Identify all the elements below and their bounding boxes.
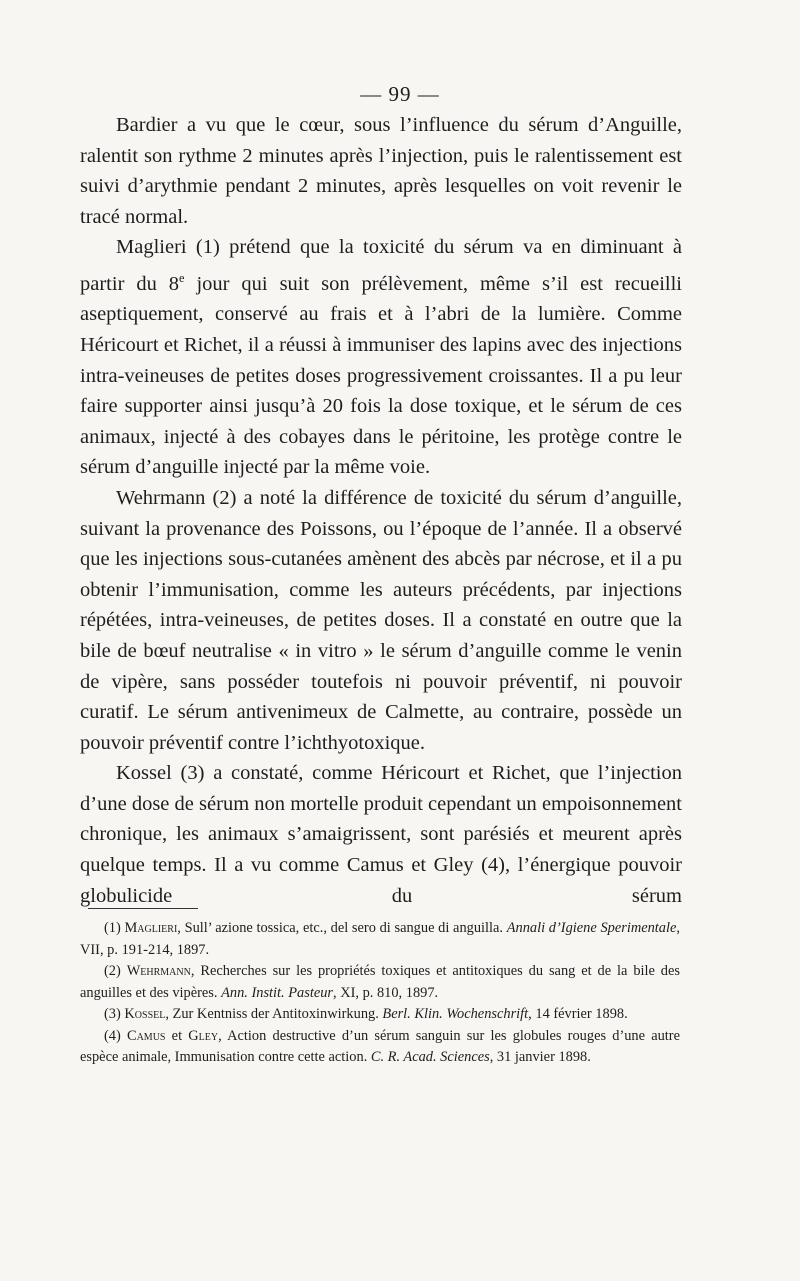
paragraph bbox=[80, 483, 682, 758]
paragraph bbox=[80, 758, 682, 911]
author-name: Camus bbox=[126, 1027, 166, 1044]
text-run: , Zur Kentniss der Antitoxinwirkung. bbox=[165, 1006, 383, 1022]
footnote bbox=[80, 918, 680, 961]
text-run: , Action destructive d’un sérum sanguin sur les globules rouges d’une autre espèce animale, Immunisation contre cette action. bbox=[80, 1027, 680, 1065]
text-run: (3) bbox=[104, 1006, 125, 1022]
text-run: (1) bbox=[104, 920, 125, 936]
body-text bbox=[80, 110, 682, 911]
text-run: , 14 février 1898. bbox=[528, 1006, 628, 1022]
journal-title: Ann. Instit. Pasteur bbox=[221, 984, 333, 1001]
text-run: , VII, p. 191-214, 1897. bbox=[80, 920, 680, 958]
text-run: , Sull’ azione tossica, etc., del sero di sangue di anguilla. bbox=[177, 920, 507, 936]
footnote bbox=[80, 961, 680, 1004]
text-run: Wehrmann (2) a noté la différence de toxicité du sérum d’anguille, suivant la provenance des Poissons, ou l’époque de l’année. Il a observé que les injections sous-cutanées amènent des abcès par nécrose, et il a pu obtenir l’immunisation, comme les auteurs précédents, par injections répétées, intra-veineuses, de petites doses. Il a constaté en outre que la bile de bœuf neutralise « in vitro » le sérum d’anguille comme le venin de vipère, sans posséder toutefois ni pouvoir préventif, ni pouvoir curatif. Le sérum antivenimeux de Calmette, au contraire, possède un pouvoir préventif contre l’ichthyotoxique. bbox=[80, 486, 682, 754]
author-name: Kossel bbox=[124, 1006, 166, 1022]
author-name: Wehrmann bbox=[126, 963, 191, 979]
paragraph bbox=[80, 110, 682, 232]
text-run: Kossel (3) a constaté, comme Héricourt et Richet, que l’injection d’une dose de sérum non mortelle produit cependant un empoisonnement chronique, les animaux s’amaigrissent, sont parésiés et meurent après quelque temps. Il a vu comme Camus et Gley (4), l’énergique pouvoir globulicide du sérum bbox=[80, 762, 682, 907]
text-run: , XI, p. 810, 1897. bbox=[333, 984, 439, 1001]
journal-title: Annali d’Igiene Sperimentale bbox=[506, 920, 677, 936]
author-name: Maglieri bbox=[124, 920, 178, 936]
footnote bbox=[80, 1004, 680, 1026]
text-run: e bbox=[179, 270, 185, 285]
text-run: Maglieri (1) prétend que la toxicité du sérum va en diminuant à partir du 8 bbox=[80, 236, 682, 295]
footnote-separator bbox=[88, 908, 198, 909]
text-run: Bardier a vu que le cœur, sous l’influence du sérum d’Anguille, ralentit son rythme 2 minutes après l’injection, puis le ralentissement est suivi d’arythmie pendant 2 minutes, après lesquelles on voit revenir le tracé normal. bbox=[80, 114, 682, 228]
text-run: , 31 janvier 1898. bbox=[489, 1049, 591, 1065]
text-run: (4) bbox=[104, 1027, 127, 1044]
paragraph bbox=[80, 232, 682, 483]
text-run: et bbox=[165, 1027, 189, 1044]
text-run: (2) bbox=[104, 963, 127, 979]
footnotes bbox=[80, 918, 680, 1069]
text-run: jour qui suit son prélèvement, même s’il est recueilli aseptiquement, conservé au frais et à l’abri de la lumière. Comme Héricourt et Richet, il a réussi à immuniser des lapins avec des injections intra-veineuses de petites doses progressivement croissantes. Il a pu leur faire supporter ainsi jusqu’à 20 fois la dose toxique, et le sérum de ces animaux, injecté à des cobayes dans le péritoine, les protège contre le sérum d’anguille injecté par la même voie. bbox=[80, 272, 682, 479]
page-number: — 99 — bbox=[360, 82, 440, 106]
author-name: Gley bbox=[188, 1027, 219, 1044]
footnote bbox=[80, 1026, 680, 1069]
journal-title: Berl. Klin. Wochenschrift bbox=[382, 1006, 529, 1022]
journal-title: C. R. Acad. Sciences bbox=[370, 1049, 490, 1065]
text-run: , Recherches sur les propriétés toxiques et antitoxiques du sang et de la bile des anguilles et des vipères. bbox=[80, 963, 680, 1001]
